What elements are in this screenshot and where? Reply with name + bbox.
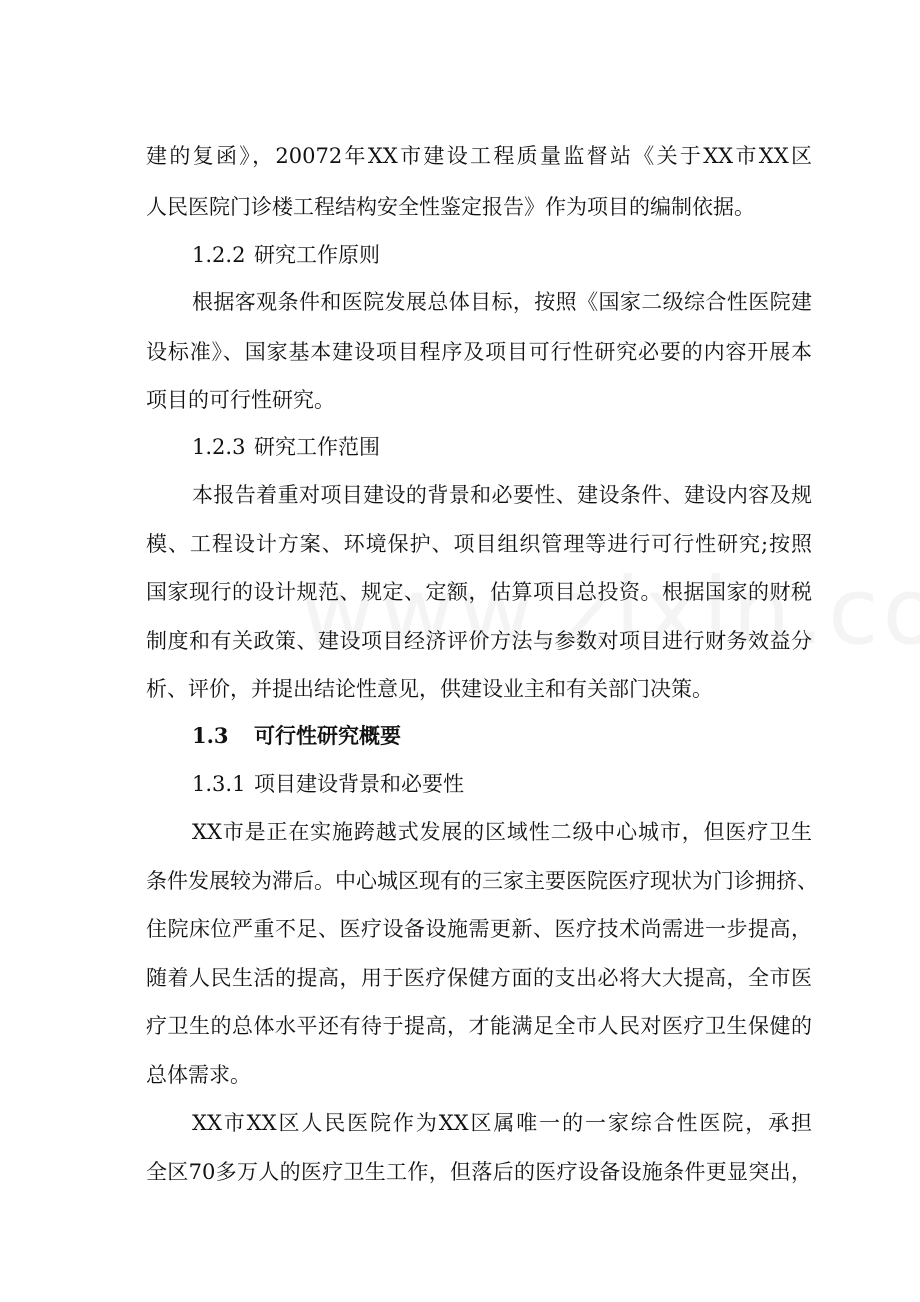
paragraph-line: 全区70多万人的医疗卫生工作，但落后的医疗设备设施条件更显突出， (146, 1160, 812, 1184)
paragraph-line: 疗卫生的总体水平还有待于提高，才能满足全市人民对医疗卫生保健的 (146, 1014, 812, 1038)
section-number: 1.3 (192, 723, 229, 748)
section-title: 研究工作范围 (254, 435, 380, 459)
paragraph-line: 随着人民生活的提高，用于医疗保健方面的支出必将大大提高，全市医 (146, 966, 812, 990)
paragraph-line: XX市XX区人民医院作为XX区属唯一的一家综合性医院，承担 (192, 1111, 812, 1135)
section-heading-1-2-3 (192, 433, 812, 461)
paragraph-line: 住院床位严重不足、医疗设备设施需更新、医疗技术尚需进一步提高， (146, 917, 812, 941)
paragraph-line: 建的复函》，20072年XX市建设工程质量监督站《关于XX市XX区 (146, 144, 812, 168)
paragraph-line: 人民医院门诊楼工程结构安全性鉴定报告》作为项目的编制依据。 (146, 195, 755, 219)
section-number: 1.2.2 (192, 243, 246, 267)
section-heading-1-3 (192, 722, 812, 750)
section-title: 研究工作原则 (254, 243, 380, 267)
section-title: 可行性研究概要 (254, 723, 401, 748)
section-number: 1.3.1 (192, 772, 246, 796)
paragraph-line: 根据客观条件和医院发展总体目标，按照《国家二级综合性医院建 (192, 290, 812, 314)
paragraph-line: 总体需求。 (146, 1063, 251, 1087)
section-title: 项目建设背景和必要性 (254, 772, 464, 796)
paragraph-line: XX市是正在实施跨越式发展的区域性二级中心城市，但医疗卫生 (192, 820, 812, 844)
paragraph-line: 析、评价，并提出结论性意见，供建设业主和有关部门决策。 (146, 677, 713, 701)
paragraph-line: 制度和有关政策、建设项目经济评价方法与参数对项目进行财务效益分 (146, 629, 812, 653)
paragraph-line: 项目的可行性研究。 (146, 388, 335, 412)
section-heading-1-2-2 (192, 241, 812, 269)
paragraph-line: 设标准》、国家基本建设项目程序及项目可行性研究必要的内容开展本 (146, 340, 812, 364)
section-number: 1.2.3 (192, 435, 246, 459)
paragraph-line: 国家现行的设计规范、规定、定额，估算项目总投资。根据国家的财税 (146, 580, 812, 604)
paragraph-line: 本报告着重对项目建设的背景和必要性、建设条件、建设内容及规 (192, 483, 812, 507)
paragraph-line: 条件发展较为滞后。中心城区现有的三家主要医院医疗现状为门诊拥挤、 (146, 869, 818, 893)
section-heading-1-3-1 (192, 770, 812, 798)
paragraph-line: 模、工程设计方案、环境保护、项目组织管理等进行可行性研究;按照 (146, 532, 812, 556)
